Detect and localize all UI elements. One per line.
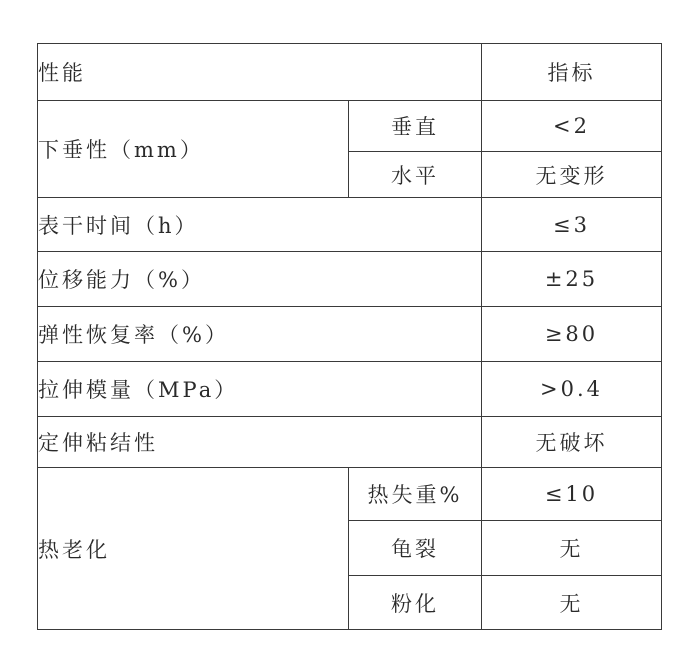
elastic-recovery-value: ≥80 bbox=[482, 307, 662, 362]
table-row bbox=[38, 307, 662, 362]
weight-loss-value: ≤10 bbox=[482, 468, 662, 521]
displacement-value: ±25 bbox=[482, 252, 662, 307]
chalking-label: 粉化 bbox=[349, 576, 482, 630]
tensile-modulus-value: >0.4 bbox=[482, 362, 662, 417]
displacement-label: 位移能力（%） bbox=[38, 252, 482, 307]
surface-dry-label: 表干时间（h） bbox=[38, 198, 482, 252]
sag-vertical-value: <2 bbox=[482, 101, 662, 152]
heat-aging-label: 热老化 bbox=[38, 468, 349, 630]
fixed-elongation-value: 无破坏 bbox=[482, 417, 662, 468]
properties-table bbox=[37, 43, 662, 630]
table-row bbox=[38, 417, 662, 468]
table-row bbox=[38, 468, 662, 521]
surface-dry-value: ≤3 bbox=[482, 198, 662, 252]
cracking-value: 无 bbox=[482, 521, 662, 576]
sag-vertical-label: 垂直 bbox=[349, 101, 482, 152]
table-row bbox=[38, 362, 662, 417]
table-row bbox=[38, 101, 662, 152]
elastic-recovery-label: 弹性恢复率（%） bbox=[38, 307, 482, 362]
cracking-label: 龟裂 bbox=[349, 521, 482, 576]
header-row bbox=[38, 44, 662, 101]
table-row bbox=[38, 252, 662, 307]
sag-horizontal-value: 无变形 bbox=[482, 152, 662, 198]
header-indicator: 指标 bbox=[482, 44, 662, 101]
chalking-value: 无 bbox=[482, 576, 662, 630]
tensile-modulus-label: 拉伸模量（MPa） bbox=[38, 362, 482, 417]
header-property: 性能 bbox=[38, 44, 482, 101]
fixed-elongation-label: 定伸粘结性 bbox=[38, 417, 482, 468]
weight-loss-label: 热失重% bbox=[349, 468, 482, 521]
sag-label: 下垂性（mm） bbox=[38, 101, 349, 198]
table-row bbox=[38, 198, 662, 252]
sag-horizontal-label: 水平 bbox=[349, 152, 482, 198]
